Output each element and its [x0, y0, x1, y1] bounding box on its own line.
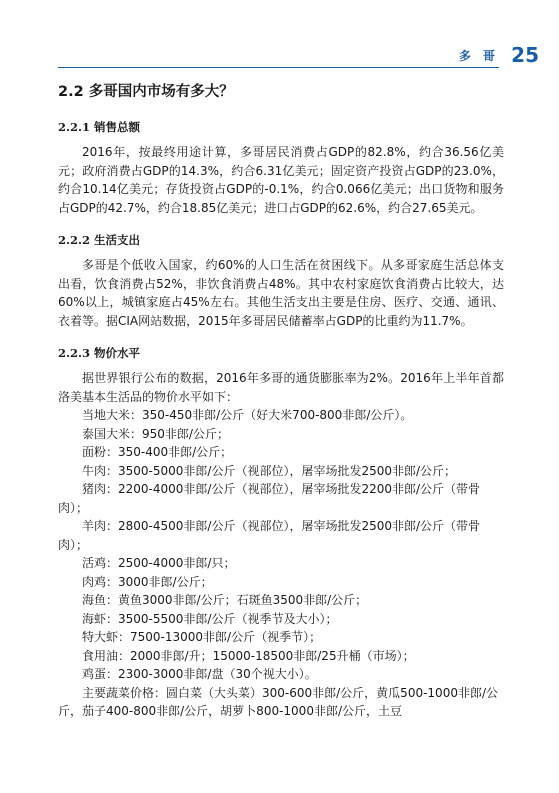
price-item: 鸡蛋：2300-3000非郎/盘（30个视大小）。: [82, 667, 317, 681]
price-item: 海鱼：黄鱼3000非郎/公斤；石斑鱼3500非郎/公斤；: [82, 593, 368, 607]
price-item: 牛肉：3500-5000非郎/公斤（视部位），屠宰场批发2500非郎/公斤；: [82, 463, 457, 478]
price-item: 猪肉：2200-4000非郎/公斤（视部位），屠宰场批发2200非郎/公斤（带骨肉）；: [58, 482, 481, 515]
subsection-title-sales: 2.2.1 销售总额: [58, 120, 141, 134]
subsection-title-prices: 2.2.3 物价水平: [58, 346, 141, 360]
paragraph-prices-intro: 据世界银行公布的数据，2016年多哥的通货膨胀率为2%。2016年上半年首都洛美基本生活品的物价水平如下：: [58, 371, 504, 404]
price-item: 当地大米：350-450非郎/公斤（好大米700-800非郎/公斤）。: [82, 408, 413, 422]
paragraph-sales: 2016年，按最终用途计算，多哥居民消费占GDP的82.8%，约合36.56亿美元；政府消费占GDP的14.3%，约合6.31亿美元；固定资产投资占GDP的23.0%，约合10.14亿美元；存货投资占GDP的-0.1%，约合0.066亿美元；出口货物和服务占GDP的42.7%，约合18.85亿美元；进口占GDP的62.6%，约合27.65美元。: [58, 145, 504, 215]
price-item: 羊肉：2800-4500非郎/公斤（视部位），屠宰场批发2500非郎/公斤（带骨肉）；: [58, 519, 481, 552]
page-header: [0, 43, 559, 75]
price-item: 面粉：350-400非郎/公斤；: [82, 445, 233, 459]
subsection-title-living: 2.2.2 生活支出: [58, 233, 141, 247]
page-number: 25: [511, 43, 539, 67]
header-divider: [58, 67, 499, 68]
price-item: 泰国大米：950非郎/公斤；: [82, 426, 229, 441]
section-title: 2.2 多哥国内市场有多大？: [58, 84, 234, 100]
price-item: 海虾：3500-5500非郎/公斤（视季节及大小）；: [82, 611, 338, 626]
price-item: 特大虾：7500-13000非郎/公斤（视季节）；: [82, 630, 322, 644]
page-body: [58, 82, 504, 721]
price-item: 食用油：2000非郎/升；15000-18500非郎/25升桶（市场）；: [82, 648, 415, 663]
price-item: 主要蔬菜价格：圆白菜（大头菜）300-600非郎/公斤，黄瓜500-1000非郎/公斤，茄子400-800非郎/公斤，胡萝卜800-1000非郎/公斤，土豆: [58, 685, 499, 718]
price-item: 活鸡：2500-4000非郎/只；: [82, 556, 236, 570]
chapter-label: 多 哥: [458, 49, 499, 63]
price-item: 肉鸡：3000非郎/公斤；: [82, 574, 213, 589]
paragraph-living: 多哥是个低收入国家，约60%的人口生活在贫困线下。从多哥家庭生活总体支出看，饮食消费占52%，非饮食消费占48%。其中农村家庭饮食消费占比较大，达60%以上，城镇家庭占45%左右。其他生活支出主要是住房、医疗、交通、通讯、衣着等。据CIA网站数据，2015年多哥居民储蓄率占GDP的比重约为11.7%。: [58, 258, 504, 328]
